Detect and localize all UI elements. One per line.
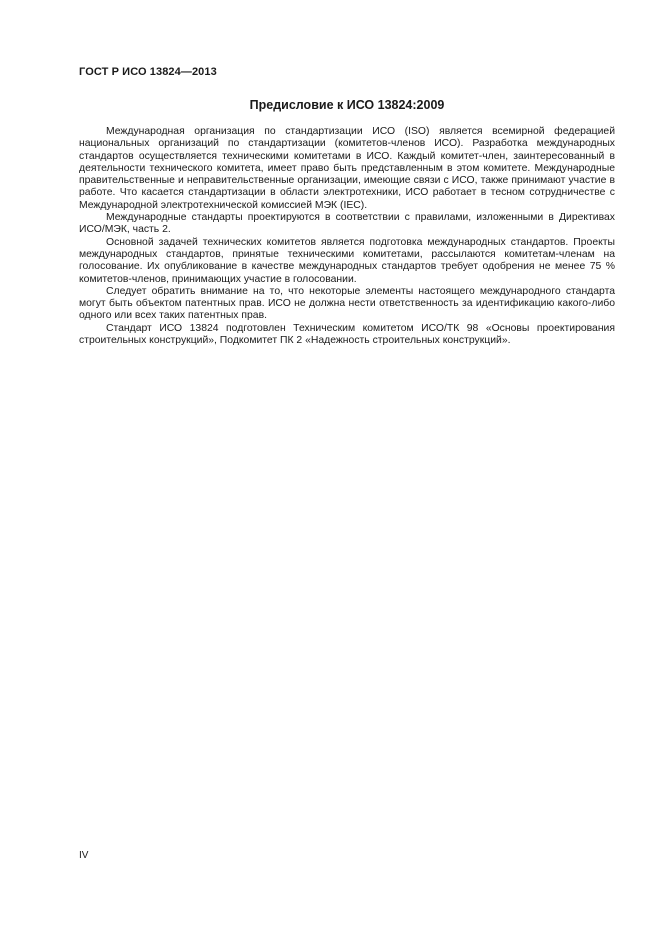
paragraph: Стандарт ИСО 13824 подготовлен Техническим комитетом ИСО/ТК 98 «Основы проектирования строительных конструкций», Подкомитет ПК 2 «Надежность строительных конструкций». — [79, 322, 615, 347]
document-header: ГОСТ Р ИСО 13824—2013 — [79, 66, 217, 78]
page-title: Предисловие к ИСО 13824:2009 — [249, 98, 445, 112]
page-number: IV — [79, 850, 89, 861]
paragraph: Основной задачей технических комитетов является подготовка международных стандартов. Проекты международных стандартов, принятые техническими комитетами, рассылаются комитетам-членам на голосование. Их опубликование в качестве международных стандартов требует одобрения не менее 75 % комитетов-членов, принимающих участие в голосовании. — [79, 236, 615, 285]
foreword-body — [79, 126, 615, 347]
paragraph: Международные стандарты проектируются в соответствии с правилами, изложенными в Директивах ИСО/МЭК, часть 2. — [79, 212, 615, 236]
paragraph: Следует обратить внимание на то, что некоторые элементы настоящего международного стандарта могут быть объектом патентных прав. ИСО не должна нести ответственность за идентификацию какого-либо одного или всех таких патентных прав. — [79, 285, 615, 322]
paragraph: Международная организация по стандартизации ИСО (ISO) является всемирной федерацией национальных организаций по стандартизации (комитетов-членов ИСО). Разработка международных стандартов осуществляется техническими комитетами в ИСО. Каждый комитет-член, заинтересованный в деятельности технического комитета, имеет право быть представленным в этом комитете. Международные правительственные и неправительственные организации, имеющие связи с ИСО, также принимают участие в работе. Что касается стандартизации в области электротехники, ИСО работает в тесном сотрудничестве с Международной электротехнической комиссией МЭК (IEC). — [79, 126, 615, 211]
